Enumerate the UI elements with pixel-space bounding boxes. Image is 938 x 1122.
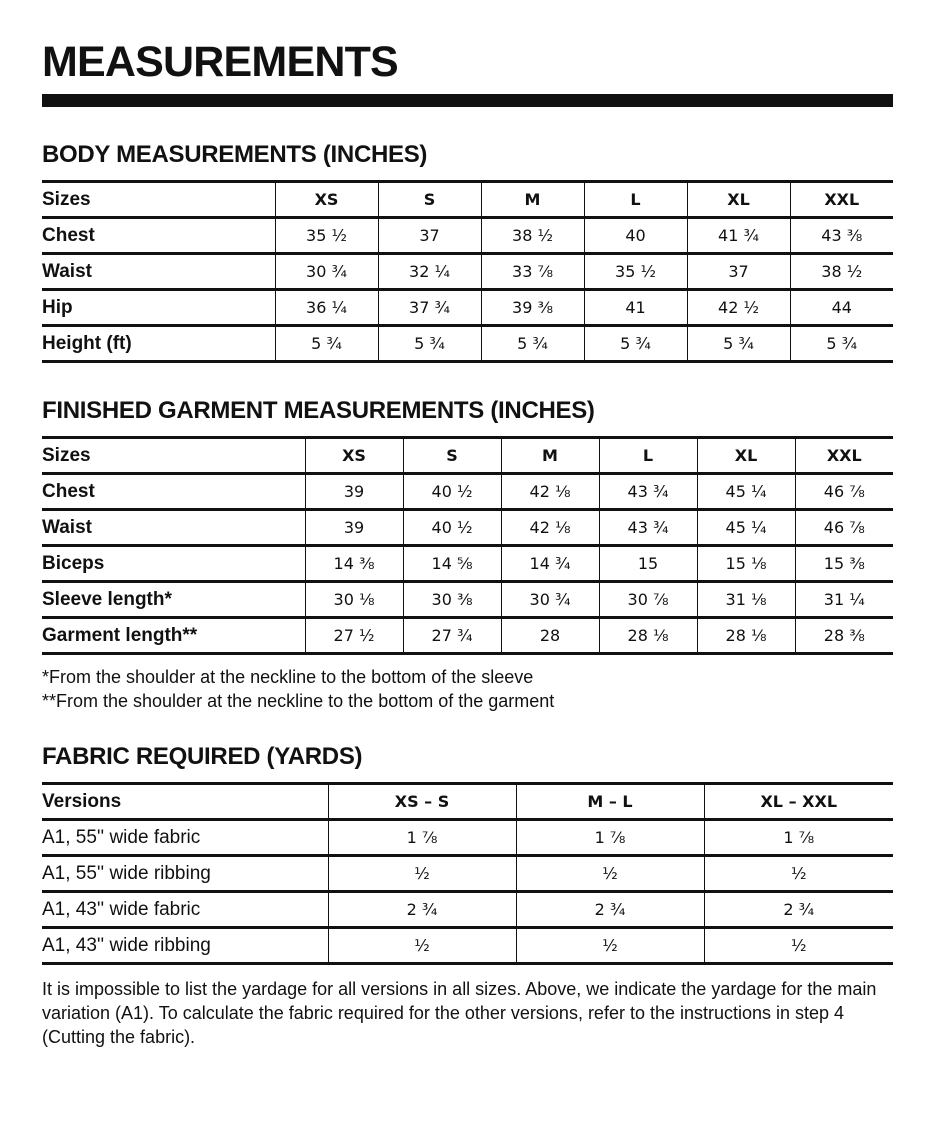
table-header-row — [42, 438, 893, 474]
table-cell: ½ — [328, 928, 516, 964]
size-header: L — [599, 438, 697, 474]
table-cell: 2 ¾ — [328, 892, 516, 928]
size-header: XL — [697, 438, 795, 474]
size-range-header: XS – S — [328, 784, 516, 820]
table-row — [42, 892, 893, 928]
table-cell: 39 — [305, 474, 403, 510]
table-cell: ½ — [704, 856, 893, 892]
table-cell: 43 ¾ — [599, 474, 697, 510]
table-cell: 36 ¼ — [275, 290, 378, 326]
table-cell: 14 ⅝ — [403, 546, 501, 582]
row-label: Chest — [42, 474, 305, 510]
table-cell: 5 ¾ — [275, 326, 378, 362]
row-label: A1, 43'' wide fabric — [42, 892, 328, 928]
size-header: XL — [687, 182, 790, 218]
table-cell: 39 ⅜ — [481, 290, 584, 326]
table-cell: 30 ¾ — [501, 582, 599, 618]
table-row — [42, 218, 893, 254]
table-cell: ½ — [328, 856, 516, 892]
footnote-sleeve: *From the shoulder at the neckline to the bottom of the sleeve — [42, 667, 534, 687]
title-underline-bar — [42, 94, 893, 107]
size-header: L — [584, 182, 687, 218]
table-cell: 42 ⅛ — [501, 510, 599, 546]
body-measurements-table — [42, 180, 893, 363]
table-cell: 2 ¾ — [704, 892, 893, 928]
table-row — [42, 546, 893, 582]
table-cell: 30 ¾ — [275, 254, 378, 290]
table-cell: 1 ⅞ — [516, 820, 704, 856]
table-cell: 40 ½ — [403, 510, 501, 546]
row-label: A1, 55'' wide ribbing — [42, 856, 328, 892]
table-cell: 15 — [599, 546, 697, 582]
table-cell: 30 ⅞ — [599, 582, 697, 618]
row-label: Waist — [42, 510, 305, 546]
table-cell: 31 ¼ — [795, 582, 893, 618]
header-label: Versions — [42, 784, 328, 820]
row-label: Garment length** — [42, 618, 305, 654]
table-cell: 33 ⅞ — [481, 254, 584, 290]
page-title: MEASUREMENTS — [42, 38, 398, 86]
table-cell: 37 ¾ — [378, 290, 481, 326]
size-header: XS — [305, 438, 403, 474]
table-cell: 28 — [501, 618, 599, 654]
table-cell: 45 ¼ — [697, 474, 795, 510]
table-cell: 30 ⅛ — [305, 582, 403, 618]
table-cell: 28 ⅛ — [697, 618, 795, 654]
table-row — [42, 326, 893, 362]
table-cell: ½ — [704, 928, 893, 964]
table-cell: 14 ¾ — [501, 546, 599, 582]
header-label: Sizes — [42, 438, 305, 474]
table-cell: 1 ⅞ — [328, 820, 516, 856]
size-header: M — [501, 438, 599, 474]
size-header: XS — [275, 182, 378, 218]
size-header: S — [403, 438, 501, 474]
table-cell: ½ — [516, 928, 704, 964]
garment-measurements-title: FINISHED GARMENT MEASUREMENTS (INCHES) — [42, 397, 595, 424]
table-cell: 39 — [305, 510, 403, 546]
table-cell: 38 ½ — [481, 218, 584, 254]
header-label: Sizes — [42, 182, 275, 218]
size-header: XXL — [790, 182, 893, 218]
table-row — [42, 928, 893, 964]
table-row — [42, 510, 893, 546]
row-label: Biceps — [42, 546, 305, 582]
size-header: S — [378, 182, 481, 218]
table-cell: 42 ½ — [687, 290, 790, 326]
table-cell: 35 ½ — [275, 218, 378, 254]
table-cell: 38 ½ — [790, 254, 893, 290]
garment-measurements-table — [42, 436, 893, 655]
row-label: Waist — [42, 254, 275, 290]
row-label: Height (ft) — [42, 326, 275, 362]
table-cell: 37 — [687, 254, 790, 290]
size-header: XXL — [795, 438, 893, 474]
size-range-header: M – L — [516, 784, 704, 820]
table-cell: 27 ¾ — [403, 618, 501, 654]
table-cell: 41 — [584, 290, 687, 326]
table-cell: 43 ¾ — [599, 510, 697, 546]
table-row — [42, 856, 893, 892]
table-cell: 41 ¾ — [687, 218, 790, 254]
table-row — [42, 290, 893, 326]
garment-footnotes — [42, 665, 554, 713]
table-cell: 2 ¾ — [516, 892, 704, 928]
table-cell: 15 ⅛ — [697, 546, 795, 582]
yardage-note-paragraph: It is impossible to list the yardage for all versions in all sizes. Above, we indicate the yardage for the main variation (A1). To calculate the fabric required for the other versions, refer to the instructions in step 4 (Cutting the fabric). — [42, 979, 877, 1047]
row-label: A1, 55'' wide fabric — [42, 820, 328, 856]
table-cell: 27 ½ — [305, 618, 403, 654]
fabric-required-table — [42, 782, 893, 965]
footnote-garment: **From the shoulder at the neckline to the bottom of the garment — [42, 691, 555, 711]
table-cell: 42 ⅛ — [501, 474, 599, 510]
table-cell: 37 — [378, 218, 481, 254]
table-cell: 46 ⅞ — [795, 510, 893, 546]
table-cell: 31 ⅛ — [697, 582, 795, 618]
table-cell: 1 ⅞ — [704, 820, 893, 856]
table-cell: 5 ¾ — [584, 326, 687, 362]
table-cell: 43 ⅜ — [790, 218, 893, 254]
table-cell: 32 ¼ — [378, 254, 481, 290]
table-cell: 15 ⅜ — [795, 546, 893, 582]
fabric-required-title: FABRIC REQUIRED (YARDS) — [42, 743, 363, 770]
row-label: Hip — [42, 290, 275, 326]
table-cell: ½ — [516, 856, 704, 892]
table-cell: 5 ¾ — [687, 326, 790, 362]
table-cell: 14 ⅜ — [305, 546, 403, 582]
table-cell: 30 ⅜ — [403, 582, 501, 618]
size-range-header: XL – XXL — [704, 784, 893, 820]
table-row — [42, 820, 893, 856]
table-cell: 46 ⅞ — [795, 474, 893, 510]
table-header-row — [42, 182, 893, 218]
table-cell: 40 — [584, 218, 687, 254]
table-cell: 28 ⅜ — [795, 618, 893, 654]
table-cell: 35 ½ — [584, 254, 687, 290]
row-label: A1, 43'' wide ribbing — [42, 928, 328, 964]
table-cell: 28 ⅛ — [599, 618, 697, 654]
table-row — [42, 618, 893, 654]
table-cell: 44 — [790, 290, 893, 326]
table-header-row — [42, 784, 893, 820]
table-row — [42, 254, 893, 290]
table-row — [42, 474, 893, 510]
table-cell: 5 ¾ — [378, 326, 481, 362]
table-cell: 5 ¾ — [481, 326, 584, 362]
size-header: M — [481, 182, 584, 218]
row-label: Chest — [42, 218, 275, 254]
table-cell: 40 ½ — [403, 474, 501, 510]
table-cell: 5 ¾ — [790, 326, 893, 362]
table-cell: 45 ¼ — [697, 510, 795, 546]
body-measurements-title: BODY MEASUREMENTS (INCHES) — [42, 141, 428, 168]
row-label: Sleeve length* — [42, 582, 305, 618]
table-row — [42, 582, 893, 618]
